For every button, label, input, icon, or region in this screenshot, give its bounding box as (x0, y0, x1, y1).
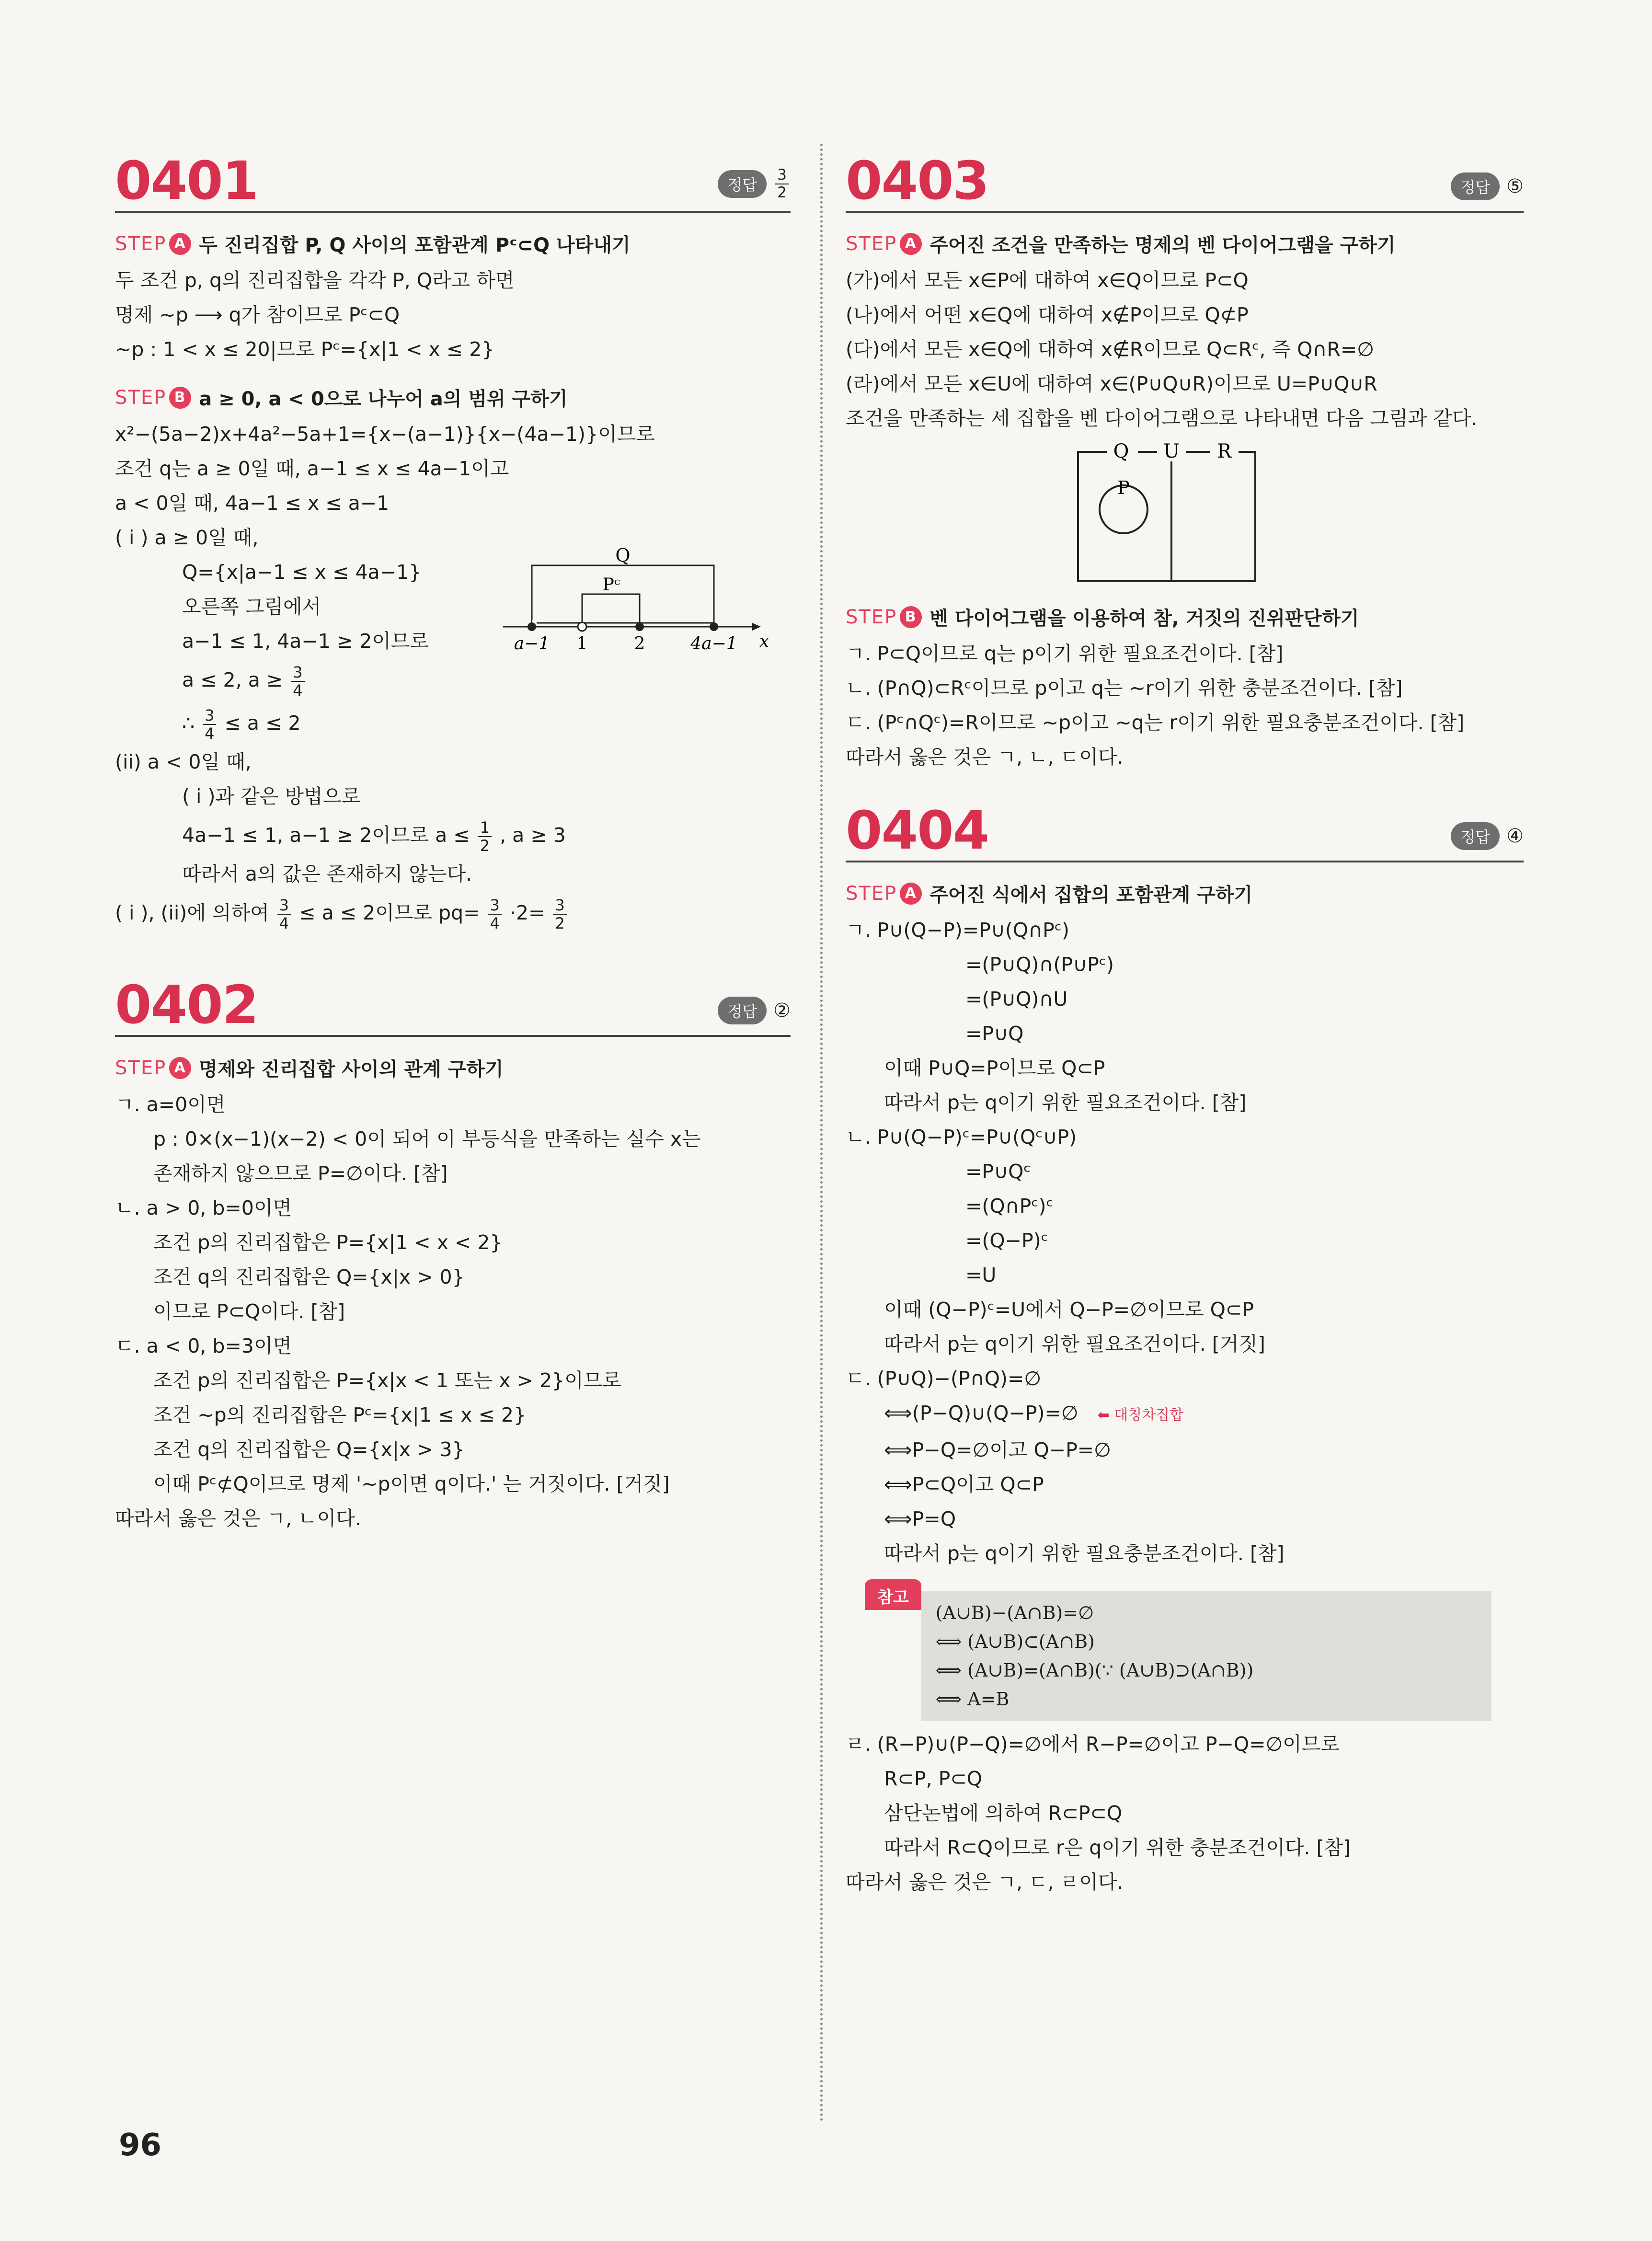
answer-badge: 정답 (718, 997, 767, 1024)
text-line: 따라서 옳은 것은 ㄱ, ㄴ이다. (115, 1507, 361, 1530)
problem-number: 0401 (115, 150, 258, 211)
text-line: 따라서 옳은 것은 ㄱ, ㄷ, ㄹ이다. (846, 1871, 1124, 1894)
answer-badge: 정답 (1451, 822, 1500, 850)
answer-value: ② (773, 1000, 791, 1022)
answer-badge: 정답 (1451, 172, 1500, 200)
tick-label: 2 (634, 634, 645, 654)
text-line: 삼단논법에 의하여 R⊂P⊂Q (884, 1802, 1123, 1825)
venn-label-u: U (1163, 442, 1180, 462)
tick-label: a−1 (514, 634, 550, 654)
text-line: p : 0×(x−1)(x−2) < 0이 되어 이 부등식을 만족하는 실수 x는 (153, 1127, 701, 1150)
right-column (846, 144, 1524, 1899)
text-line: ㄹ. (R−P)∪(P−Q)=∅에서 R−P=∅이고 P−Q=∅이므로 (846, 1733, 1340, 1756)
text-line: ㄴ. (P∩Q)⊂Rᶜ이므로 p이고 q는 ~r이기 위한 충분조건이다. [참] (846, 677, 1403, 700)
text-line: ㄱ. P⊂Q이므로 q는 p이기 위한 필요조건이다. [참] (846, 642, 1284, 665)
text-line: 조건을 만족하는 세 집합을 벤 다이어그램으로 나타내면 다음 그림과 같다. (846, 407, 1478, 430)
text-line: ( i )과 같은 방법으로 (182, 785, 361, 808)
problem-header (115, 968, 791, 1037)
text-line: ⟺P⊂Q이고 Q⊂P (884, 1473, 1044, 1496)
pc-bracket (582, 594, 640, 623)
text-line: 조건 q는 a ≥ 0일 때, a−1 ≤ x ≤ 4a−1이고 (115, 457, 509, 480)
text-line: ~p : 1 < x ≤ 20|므로 Pᶜ={x|1 < x ≤ 2} (115, 338, 494, 361)
text-line: (ii) a < 0일 때, (115, 750, 252, 773)
problem-number: 0404 (846, 800, 989, 861)
venn-label-p: P (1117, 477, 1130, 498)
left-column (115, 144, 791, 1536)
text-line: =(P∪Q)∩(P∪Pᶜ) (965, 953, 1114, 976)
axis-arrow (752, 623, 761, 631)
column-divider (820, 144, 823, 2123)
step-a-body (846, 913, 1524, 1571)
text-line: (가)에서 모든 x∈P에 대하여 x∈Q이므로 P⊂Q (846, 269, 1249, 292)
text-line: 조건 p의 진리집합은 P={x|x < 1 또는 x > 2}이므로 (153, 1369, 621, 1392)
text-line: (나)에서 어떤 x∈Q에 대하여 x∉P이므로 Q⊄P (846, 303, 1249, 326)
tick-label: 4a−1 (690, 634, 737, 654)
text-line: =(Q∩Pᶜ)ᶜ (965, 1195, 1054, 1218)
text-line: =(P∪Q)∩U (965, 988, 1068, 1011)
note-line: ⟺ (A∪B)⊂(A∩B) (935, 1631, 1095, 1652)
q-label: Q (615, 546, 631, 566)
text-line: ㄷ. (Pᶜ∩Qᶜ)=R이므로 ~p이고 ~q는 r이기 위한 필요충분조건이다. [참] (846, 711, 1465, 734)
step-a-body (846, 263, 1524, 436)
step-a-body (115, 263, 791, 367)
tick-label: 1 (576, 634, 588, 654)
text-line: 조건 q의 진리집합은 Q={x|x > 3} (153, 1438, 465, 1461)
step-b-body (846, 636, 1524, 774)
axis-label: x (759, 632, 769, 651)
problem-0402 (115, 968, 791, 1536)
answer-value: ⑤ (1506, 175, 1524, 197)
note-box (921, 1591, 1491, 1721)
step-a-heading: STEP A 주어진 식에서 집합의 포함관계 구하기 (846, 882, 1253, 906)
point-1 (578, 622, 586, 631)
problem-number: 0403 (846, 150, 989, 211)
pc-label: Pᶜ (602, 575, 620, 595)
step-a-heading: STEP A 명제와 진리집합 사이의 관계 구하기 (115, 1057, 504, 1080)
text-line: ㄷ. a < 0, b=3이면 (115, 1334, 292, 1357)
answer-fraction: $\frac{3}{2}$ (775, 168, 789, 200)
text-line: 이때 P∪Q=P이므로 Q⊂P (884, 1057, 1105, 1080)
note-line: ⟺ A=B (935, 1689, 1010, 1710)
text-line: =P∪Q (965, 1022, 1024, 1045)
text-line: 따라서 p는 q이기 위한 필요충분조건이다. [참] (884, 1542, 1285, 1565)
step-b-heading: STEP B 벤 다이어그램을 이용하여 참, 거짓의 진위판단하기 (846, 606, 1359, 630)
problem-0404 (846, 793, 1524, 1899)
note-line: (A∪B)−(A∩B)=∅ (935, 1602, 1094, 1623)
text-line: 조건 ~p의 진리집합은 Pᶜ={x|1 ≤ x ≤ 2} (153, 1403, 527, 1426)
text-line: ㄱ. P∪(Q−P)=P∪(Q∩Pᶜ) (846, 919, 1070, 942)
text-line: Q={x|a−1 ≤ x ≤ 4a−1} (182, 561, 422, 584)
text-line: x²−(5a−2)x+4a²−5a+1={x−(a−1)}{x−(4a−1)}이므로 (115, 423, 655, 446)
text-line: ( i ), (ii)에 의하여 $\frac{3}{4}$ ≤ a ≤ 2이므로 pq= $\frac{3}{4}$ ·2= $\frac{3}{2}$ (115, 891, 791, 934)
text-line: 따라서 a의 값은 존재하지 않는다. (182, 862, 472, 885)
text-line: ∴ $\frac{3}{4}$ ≤ a ≤ 2 (182, 706, 301, 743)
venn-label-r: R (1216, 442, 1232, 462)
text-line: ⟺P−Q=∅이고 Q−P=∅ (884, 1438, 1111, 1461)
problem-header (115, 144, 791, 213)
problem-0403 (846, 144, 1524, 774)
text-line: 명제 ~p ⟶ q가 참이므로 Pᶜ⊂Q (115, 303, 400, 326)
text-line: 두 조건 p, q의 진리집합을 각각 P, Q라고 하면 (115, 269, 515, 292)
text-line: 존재하지 않으므로 P=∅이다. [참] (153, 1162, 448, 1185)
text-line: 이때 Pᶜ⊄Q이므로 명제 '~p이면 q이다.' 는 거짓이다. [거짓] (153, 1472, 670, 1495)
text-line: 따라서 R⊂Q이므로 r은 q이기 위한 충분조건이다. [참] (884, 1836, 1351, 1859)
answer-badge: 정답 (718, 170, 767, 198)
text-line: a ≤ 2, a ≥ $\frac{3}{4}$ (115, 658, 791, 701)
text-line: ( i ) a ≥ 0일 때, (115, 526, 259, 549)
text-line: a−1 ≤ 1, 4a−1 ≥ 2이므로 (182, 630, 429, 653)
text-line: R⊂P, P⊂Q (884, 1767, 982, 1790)
text-line: 오른쪽 그림에서 (182, 595, 321, 618)
text-line: a < 0일 때, 4a−1 ≤ x ≤ a−1 (115, 492, 390, 515)
problem-0401 (115, 144, 791, 934)
problem-header (846, 144, 1524, 213)
number-line-diagram (498, 546, 786, 656)
text-line: 따라서 p는 q이기 위한 필요조건이다. [거짓] (884, 1333, 1265, 1356)
note-tag: 참고 (865, 1579, 921, 1610)
point-2 (635, 622, 644, 631)
page-number: 96 (119, 2127, 162, 2163)
text-line: (라)에서 모든 x∈U에 대하여 x∈(P∪Q∪R)이므로 U=P∪Q∪R (846, 372, 1377, 395)
text-line: (다)에서 모든 x∈Q에 대하여 x∉R이므로 Q⊂Rᶜ, 즉 Q∩R=∅ (846, 338, 1374, 361)
point-a-1 (528, 622, 536, 631)
step-b-body (115, 417, 791, 934)
answer (718, 168, 791, 200)
text-line: 조건 q의 진리집합은 Q={x|x > 0} (153, 1265, 465, 1288)
text-line: 따라서 p는 q이기 위한 필요조건이다. [참] (884, 1091, 1247, 1114)
text-line: 따라서 옳은 것은 ㄱ, ㄴ, ㄷ이다. (846, 746, 1124, 769)
text-line: ⟺(P−Q)∪(Q−P)=∅ ⬅ 대칭차집합 (884, 1402, 1184, 1425)
problem-header (846, 793, 1524, 862)
point-4a-1 (710, 622, 718, 631)
answer (718, 997, 791, 1024)
text-line: ㄴ. a > 0, b=0이면 (115, 1196, 292, 1219)
text-line: =P∪Qᶜ (965, 1160, 1031, 1183)
text-line: 조건 p의 진리집합은 P={x|1 < x < 2} (153, 1231, 503, 1254)
answer-value: ④ (1506, 825, 1524, 847)
text-line: =U (965, 1264, 997, 1287)
answer (1451, 172, 1524, 200)
text-line: =(Q−P)ᶜ (965, 1229, 1048, 1252)
note-line: ⟺ (A∪B)=(A∩B)(∵ (A∪B)⊃(A∩B)) (935, 1660, 1254, 1681)
step-a-heading: STEP A 주어진 조건을 만족하는 명제의 벤 다이어그램을 구하기 (846, 232, 1396, 256)
text-line: ㄴ. P∪(Q−P)ᶜ=P∪(Qᶜ∪P) (846, 1126, 1077, 1149)
step-a-body-continued (846, 1727, 1524, 1899)
text-line: ㄱ. a=0이면 (115, 1093, 226, 1116)
text-line: 이므로 P⊂Q이다. [참] (153, 1300, 345, 1323)
universe-box (1078, 452, 1255, 581)
step-a-body (115, 1087, 791, 1536)
text-line: 4a−1 ≤ 1, a−1 ≥ 2이므로 a ≤ $\frac{1}{2}$ , a ≥ 3 (182, 818, 566, 855)
text-line: ⟺P=Q (884, 1507, 956, 1530)
answer (1451, 822, 1524, 850)
step-b-heading: STEP B a ≥ 0, a < 0으로 나누어 a의 범위 구하기 (115, 386, 568, 410)
venn-label-q: Q (1113, 442, 1129, 462)
problem-number: 0402 (115, 974, 258, 1035)
text-line: ㄷ. (P∪Q)−(P∩Q)=∅ (846, 1367, 1042, 1390)
text-line: 이때 (Q−P)ᶜ=U에서 Q−P=∅이므로 Q⊂P (884, 1298, 1254, 1321)
reference-note (865, 1579, 1524, 1721)
venn-diagram (1073, 442, 1265, 586)
step-a-heading: STEP A 두 진리집합 P, Q 사이의 포함관계 Pᶜ⊂Q 나타내기 (115, 232, 631, 256)
symmetric-difference-note: ⬅ 대칭차집합 (1097, 1407, 1184, 1424)
